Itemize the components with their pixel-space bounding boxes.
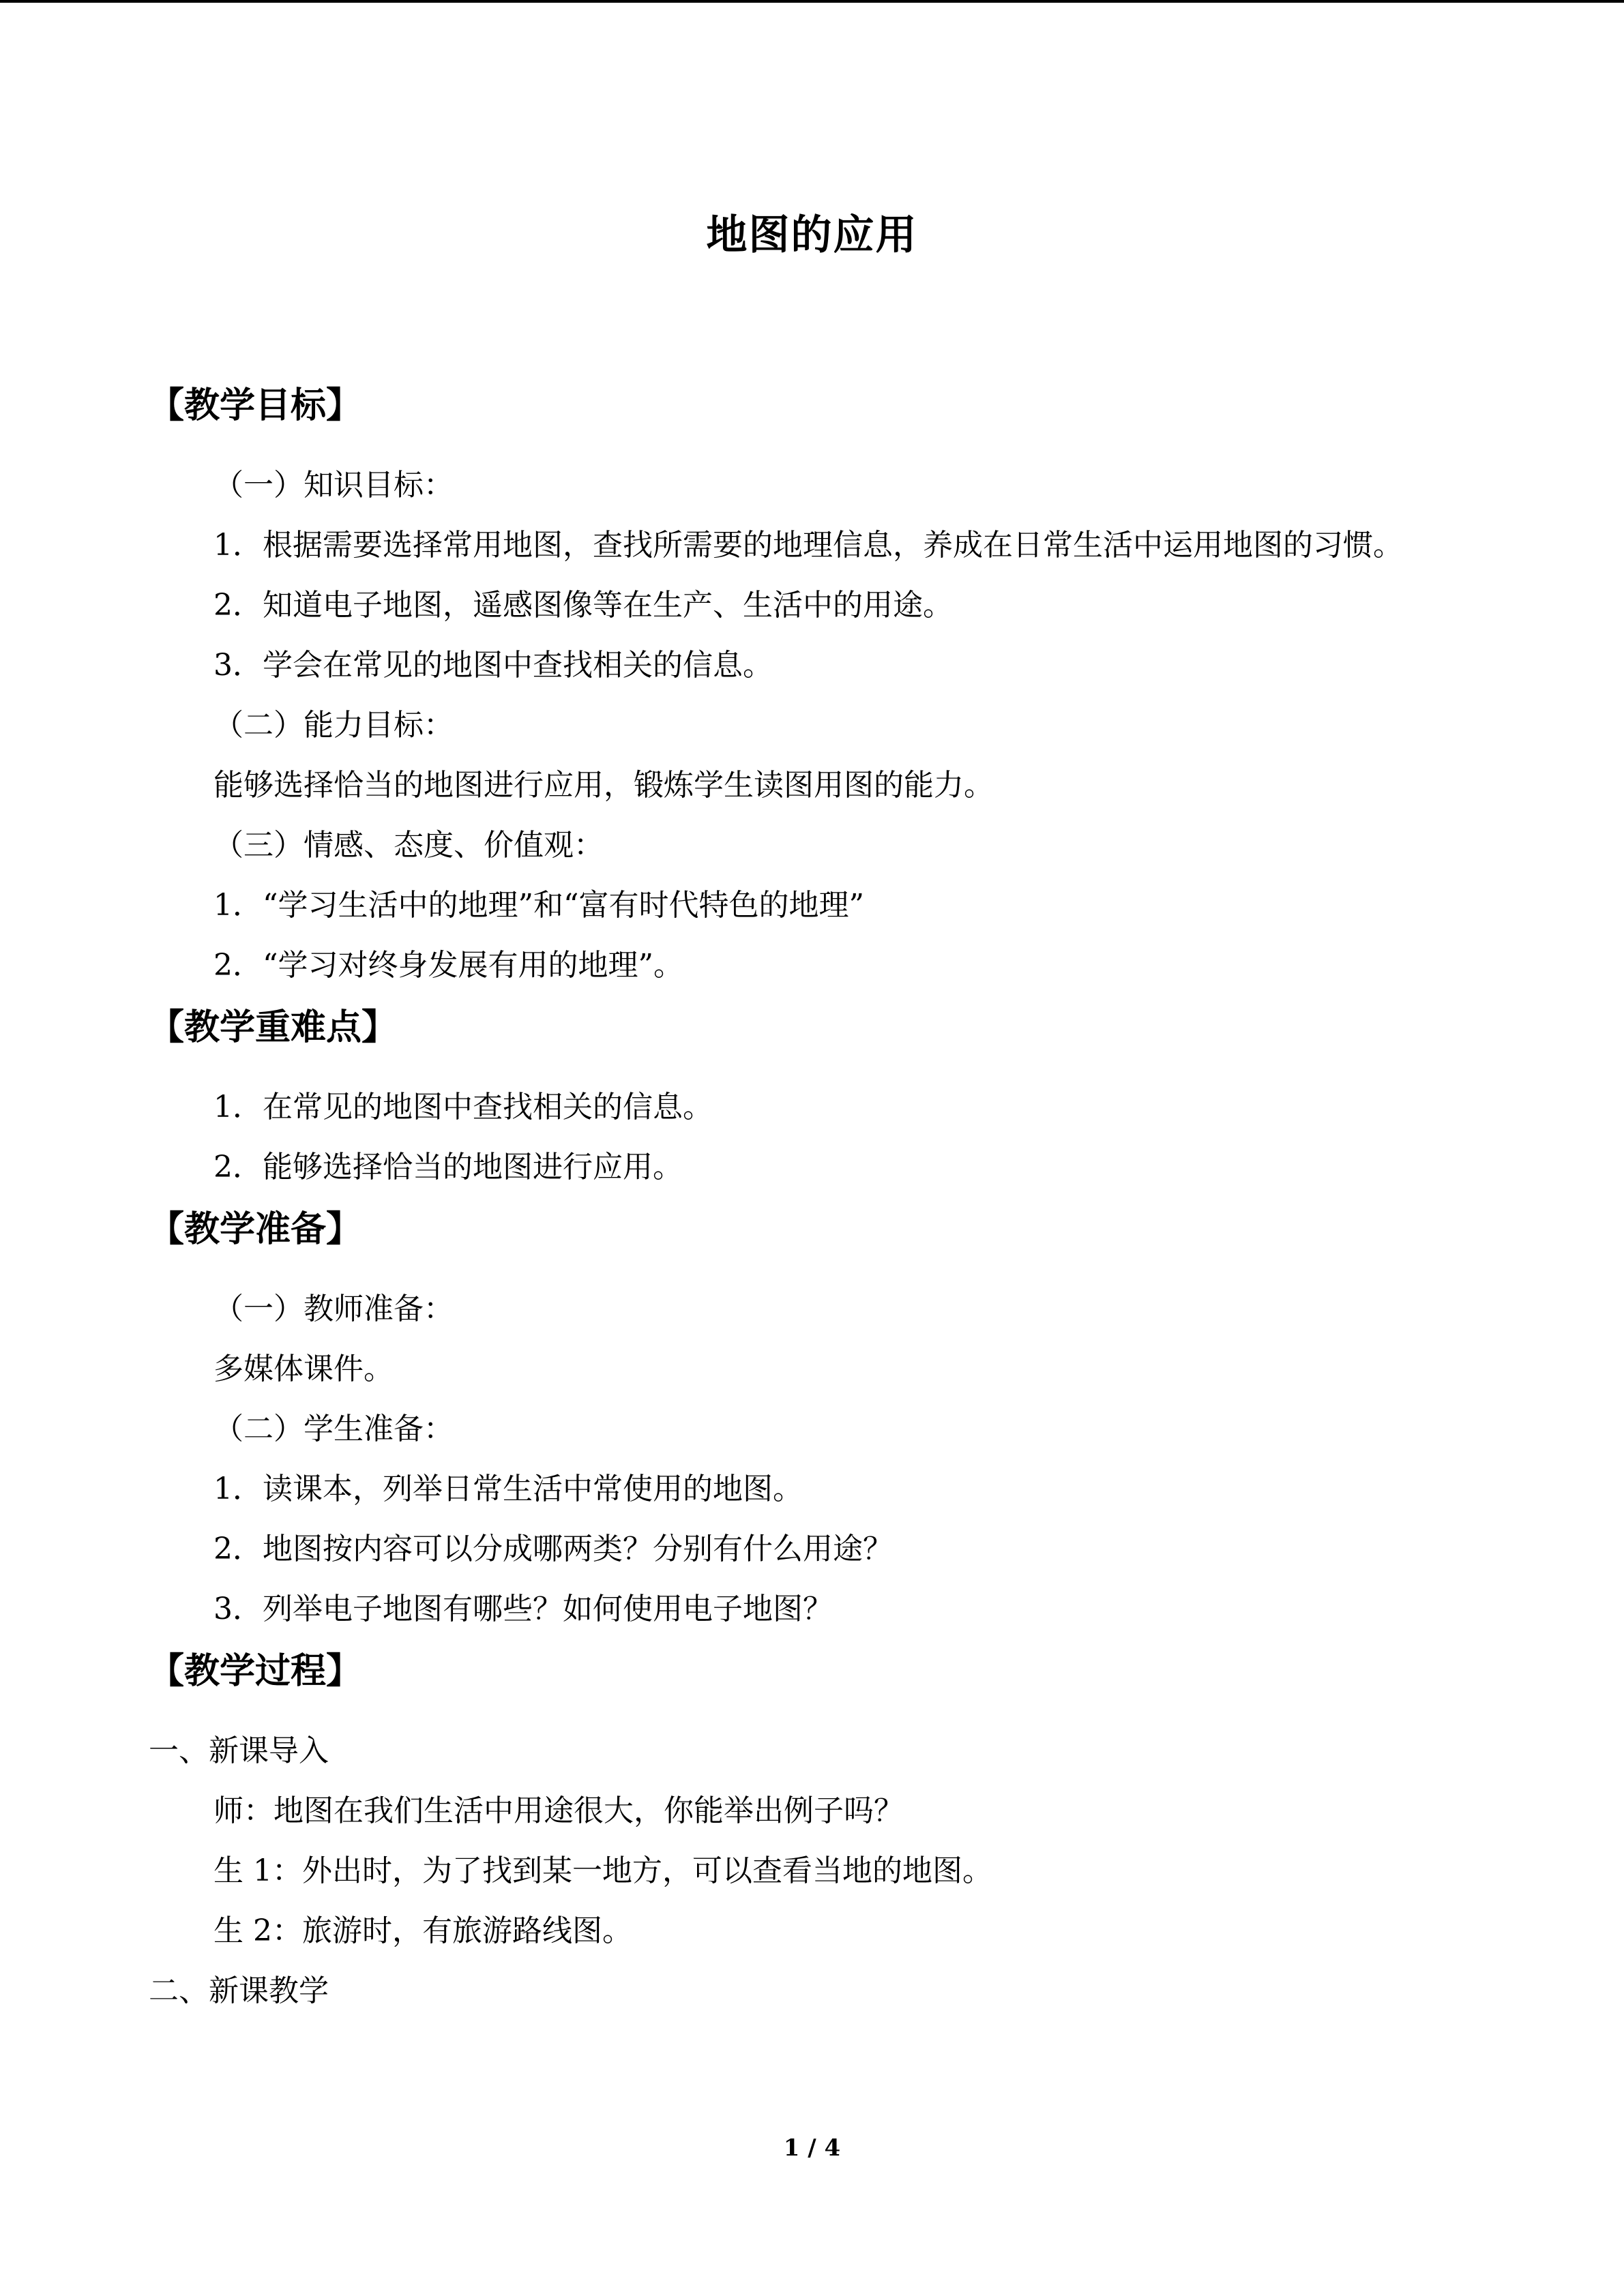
attitude-item-1: 1．“学习生活中的地理”和“富有时代特色的地理” — [213, 888, 864, 923]
dialogue-line-3: 生 2：旅游时，有旅游路线图。 — [213, 1913, 632, 1948]
process-part-1-label: 一、新课导入 — [149, 1733, 329, 1768]
dialogue-line-2: 生 1：外出时，为了找到某一地方，可以查看当地的地图。 — [213, 1853, 992, 1888]
dialogue-line-1: 师：地图在我们生活中用途很大，你能举出例子吗？ — [213, 1793, 904, 1828]
student-preparation-item-3: 3．列举电子地图有哪些？如何使用电子地图？ — [213, 1592, 833, 1626]
document-body — [149, 382, 1486, 2021]
knowledge-item-1: 1．根据需要选择常用地图，查找所需要的地理信息，养成在日常生活中运用地图的习惯。 — [213, 528, 1403, 563]
section-heading-objectives: 【教学目标】 — [149, 385, 362, 426]
teacher-preparation-text: 多媒体课件。 — [213, 1352, 394, 1386]
student-preparation-item-2: 2．地图按内容可以分成哪两类？分别有什么用途？ — [213, 1532, 893, 1566]
key-point-item-1: 1．在常见的地图中查找相关的信息。 — [213, 1090, 713, 1124]
knowledge-item-3: 3．学会在常见的地图中查找相关的信息。 — [213, 648, 773, 683]
student-preparation-label: （二）学生准备： — [213, 1412, 454, 1446]
section-heading-process: 【教学过程】 — [149, 1651, 362, 1692]
section-heading-preparation: 【教学准备】 — [149, 1209, 362, 1250]
attitude-objectives-label: （三）情感、态度、价值观： — [213, 828, 604, 863]
ability-objectives-text: 能够选择恰当的地图进行应用，锻炼学生读图用图的能力。 — [213, 768, 994, 803]
knowledge-objectives-label: （一）知识目标： — [213, 468, 454, 503]
section-heading-key-points: 【教学重难点】 — [149, 1007, 398, 1048]
document-title: 地图的应用 — [706, 211, 918, 259]
ability-objectives-label: （二）能力目标： — [213, 708, 454, 743]
knowledge-item-2: 2．知道电子地图，遥感图像等在生产、生活中的用途。 — [213, 588, 953, 623]
page-indicator: 1 / 4 — [783, 2134, 841, 2162]
attitude-item-2: 2．“学习对终身发展有用的地理”。 — [213, 948, 683, 983]
key-point-item-2: 2．能够选择恰当的地图进行应用。 — [213, 1150, 683, 1184]
teacher-preparation-label: （一）教师准备： — [213, 1292, 454, 1326]
process-part-2-label: 二、新课教学 — [149, 1973, 329, 2008]
student-preparation-item-1: 1．读课本，列举日常生活中常使用的地图。 — [213, 1472, 803, 1506]
